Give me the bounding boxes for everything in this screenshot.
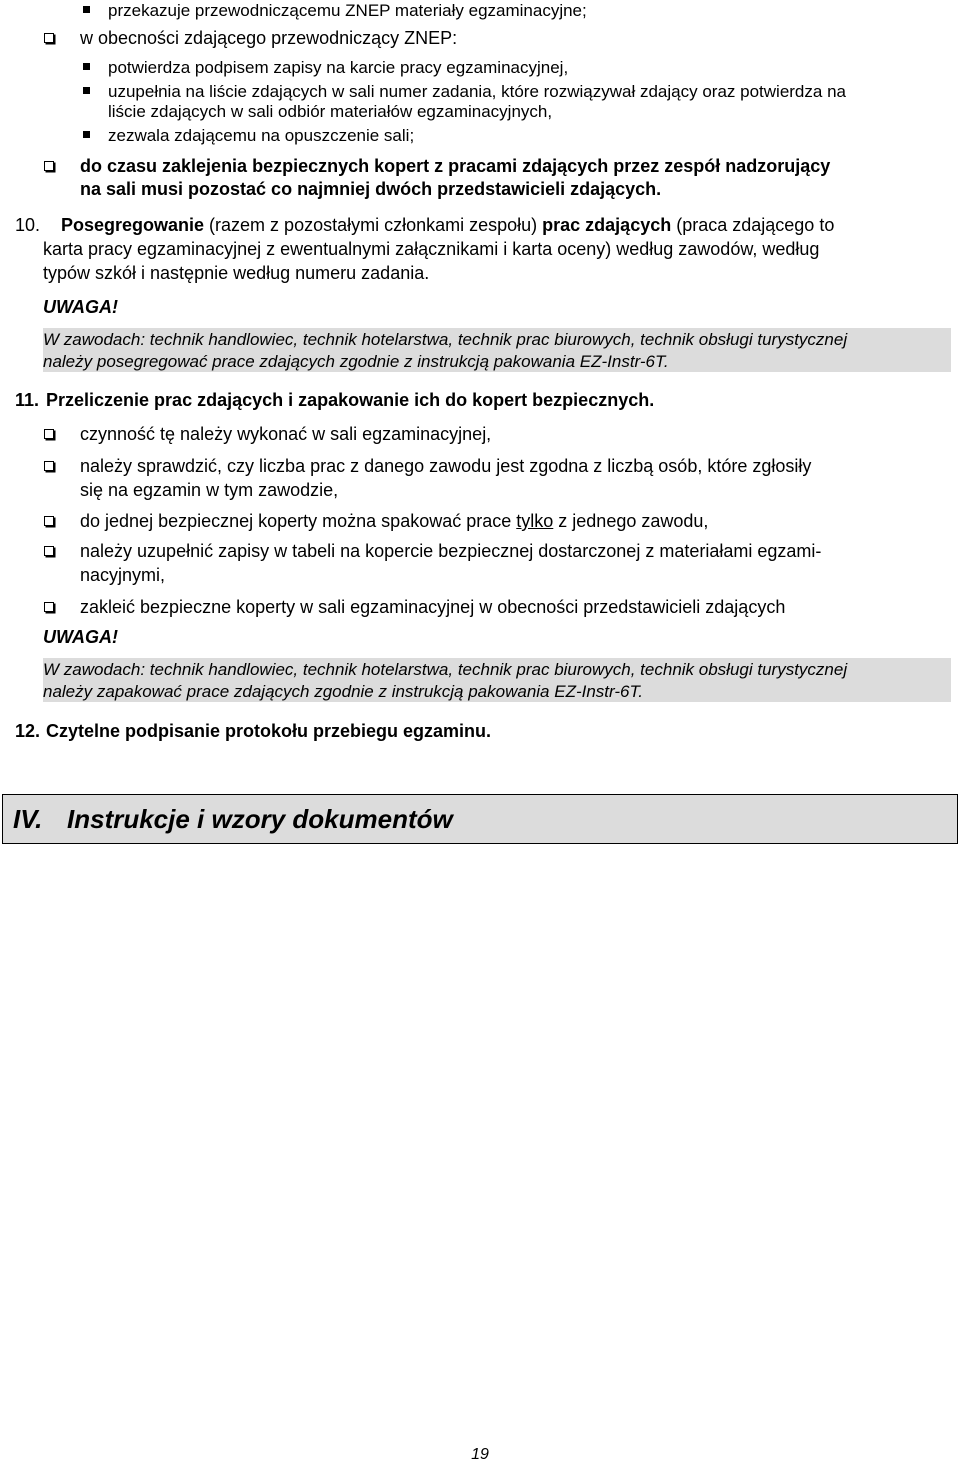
text-line: czynność tę należy wykonać w sali egzaminacyjnej, — [80, 424, 492, 444]
text: (praca zdającego to — [671, 215, 835, 235]
bullet-square-icon — [83, 131, 90, 138]
text-line: się na egzamin w tym zawodzie, — [80, 480, 339, 500]
section-number: IV. — [13, 804, 43, 834]
item-number: 11. — [15, 390, 40, 410]
text-line: uzupełnia na liście zdających w sali numer zadania, które rozwiązywał zdający oraz potwierdza na — [108, 82, 846, 101]
checkbox-bullet-icon — [44, 546, 54, 556]
checkbox-bullet-icon — [44, 461, 54, 471]
text: do jednej bezpiecznej koperty można spakować prace — [80, 511, 517, 531]
text-line: zezwala zdającemu na opuszczenie sali; — [108, 126, 415, 145]
warning-label: UWAGA! — [43, 297, 118, 317]
item-first-line — [61, 214, 834, 236]
text-line: na sali musi pozostać co najmniej dwóch przedstawicieli zdających. — [80, 179, 662, 199]
item-title: Przeliczenie prac zdających i zapakowanie ich do kopert bezpiecznych. — [46, 390, 655, 410]
text-line — [80, 510, 708, 532]
text: (razem z pozostałymi członkami zespołu) — [204, 215, 543, 235]
text-line: należy sprawdzić, czy liczba prac z danego zawodu jest zgodna z liczbą osób, które zgłosiły — [80, 456, 812, 476]
text-line: liście zdających w sali odbiór materiałów egzaminacyjnych, — [108, 102, 553, 121]
bullet-square-icon — [83, 6, 90, 13]
text-line: w obecności zdającego przewodniczący ZNEP: — [80, 28, 458, 48]
bold-text: Posegregowanie — [61, 215, 205, 235]
bullet-square-icon — [83, 63, 90, 70]
text-line: nacyjnymi, — [80, 565, 166, 585]
highlighted-note — [43, 328, 951, 372]
highlighted-note — [43, 658, 951, 702]
text-line: typów szkół i następnie według numeru zadania. — [43, 263, 430, 283]
note-line: należy posegregować prace zdających zgodnie z instrukcją pakowania EZ-Instr-6T. — [43, 352, 669, 371]
text-line: karta pracy egzaminacyjnej z ewentualnymi załącznikami i karta oceny) według zawodów, według — [43, 239, 820, 259]
page-number: 19 — [471, 1446, 489, 1463]
checkbox-bullet-icon — [44, 602, 54, 612]
text-line: zakleić bezpieczne koperty w sali egzaminacyjnej w obecności przedstawicieli zdających — [80, 597, 786, 617]
warning-label: UWAGA! — [43, 627, 118, 647]
checkbox-bullet-icon — [44, 516, 54, 526]
note-line: należy zapakować prace zdających zgodnie z instrukcją pakowania EZ-Instr-6T. — [43, 682, 644, 701]
bullet-square-icon — [83, 87, 90, 94]
item-title: Czytelne podpisanie protokołu przebiegu egzaminu. — [46, 721, 492, 741]
text-line: potwierdza podpisem zapisy na karcie pracy egzaminacyjnej, — [108, 58, 569, 77]
text-line: przekazuje przewodniczącemu ZNEP materiały egzaminacyjne; — [108, 1, 587, 20]
checkbox-bullet-icon — [44, 429, 54, 439]
checkbox-bullet-icon — [44, 33, 54, 43]
section-title: Instrukcje i wzory dokumentów — [67, 804, 453, 834]
text-line: należy uzupełnić zapisy w tabeli na kopercie bezpiecznej dostarczonej z materiałami egzami- — [80, 541, 822, 561]
bold-text: prac zdających — [542, 215, 672, 235]
item-number: 10. — [15, 215, 41, 235]
checkbox-bullet-icon — [44, 161, 54, 171]
note-line: W zawodach: technik handlowiec, technik hotelarstwa, technik prac biurowych, technik obsługi turystycznej — [43, 660, 848, 679]
underlined-text: tylko — [516, 511, 554, 531]
section-heading — [2, 794, 958, 844]
text-line: do czasu zaklejenia bezpiecznych kopert z pracami zdających przez zespół nadzorujący — [80, 156, 831, 176]
text: z jednego zawodu, — [553, 511, 709, 531]
item-number: 12. — [15, 721, 41, 741]
note-line: W zawodach: technik handlowiec, technik hotelarstwa, technik prac biurowych, technik obsługi turystycznej — [43, 330, 848, 349]
